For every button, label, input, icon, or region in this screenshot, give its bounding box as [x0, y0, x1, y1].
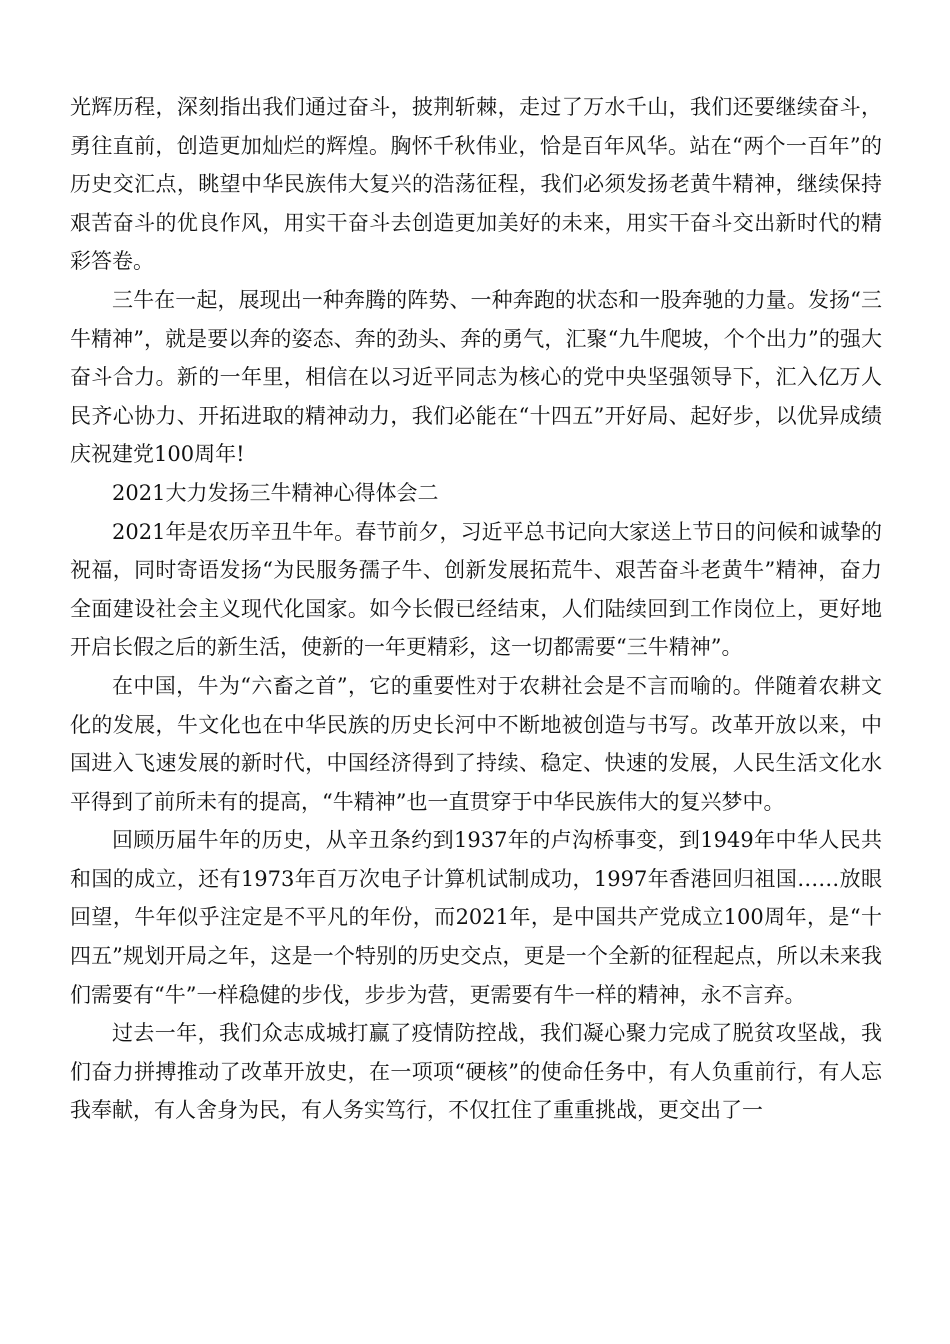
section-heading: 2021大力发扬三牛精神心得体会二	[112, 480, 439, 505]
paragraph: 光辉历程，深刻指出我们通过奋斗，披荆斩棘，走过了万水千山，我们还要继续奋斗，勇往直前，创造更加灿烂的辉煌。胸怀千秋伟业，恰是百年风华。站在“两个一百年”的历史交汇点，眺望中华民族伟大复兴的浩荡征程，我们必须发扬老黄牛精神，继续保持艰苦奋斗的优良作风，用实干奋斗去创造更加美好的未来，用实干奋斗交出新时代的精彩答卷。	[70, 95, 882, 274]
paragraph: 在中国，牛为“六畜之首”，它的重要性对于农耕社会是不言而喻的。伴随着农耕文化的发展，牛文化也在中华民族的历史长河中不断地被创造与书写。改革开放以来，中国进入飞速发展的新时代，中国经济得到了持续、稳定、快速的发展，人民生活文化水平得到了前所未有的提高，“牛精神”也一直贯穿于中华民族伟大的复兴梦中。	[70, 673, 882, 814]
paragraph: 过去一年，我们众志成城打赢了疫情防控战，我们凝心聚力完成了脱贫攻坚战，我们奋力拼搏推动了改革开放史，在一项项“硬核”的使命任务中，有人负重前行，有人忘我奉献，有人舍身为民，有人务实笃行，不仅扛住了重重挑战，更交出了一	[70, 1021, 882, 1123]
paragraph: 2021年是农历辛丑牛年。春节前夕，习近平总书记向大家送上节日的问候和诚挚的祝福，同时寄语发扬“为民服务孺子牛、创新发展拓荒牛、艰苦奋斗老黄牛”精神，奋力全面建设社会主义现代化国家。如今长假已经结束，人们陆续回到工作岗位上，更好地开启长假之后的新生活，使新的一年更精彩，这一切都需要“三牛精神”。	[70, 519, 882, 660]
paragraph: 回顾历届牛年的历史，从辛丑条约到1937年的卢沟桥事变，到1949年中华人民共和国的成立，还有1973年百万次电子计算机试制成功，1997年香港回归祖国……放眼回望，牛年似乎注定是不平凡的年份，而2021年，是中国共产党成立100周年，是“十四五”规划开局之年，这是一个特别的历史交点，更是一个全新的征程起点，所以未来我们需要有“牛”一样稳健的步伐，步步为营，更需要有牛一样的精神，永不言弃。	[70, 828, 882, 1007]
paragraph: 三牛在一起，展现出一种奔腾的阵势、一种奔跑的状态和一股奔驰的力量。发扬“三牛精神”，就是要以奔的姿态、奔的劲头、奔的勇气，汇聚“九牛爬坡，个个出力”的强大奋斗合力。新的一年里，相信在以习近平同志为核心的党中央坚强领导下，汇入亿万人民齐心协力、开拓进取的精神动力，我们必能在“十四五”开好局、起好步，以优异成绩庆祝建党100周年!	[70, 287, 882, 467]
document-page	[70, 88, 882, 1130]
